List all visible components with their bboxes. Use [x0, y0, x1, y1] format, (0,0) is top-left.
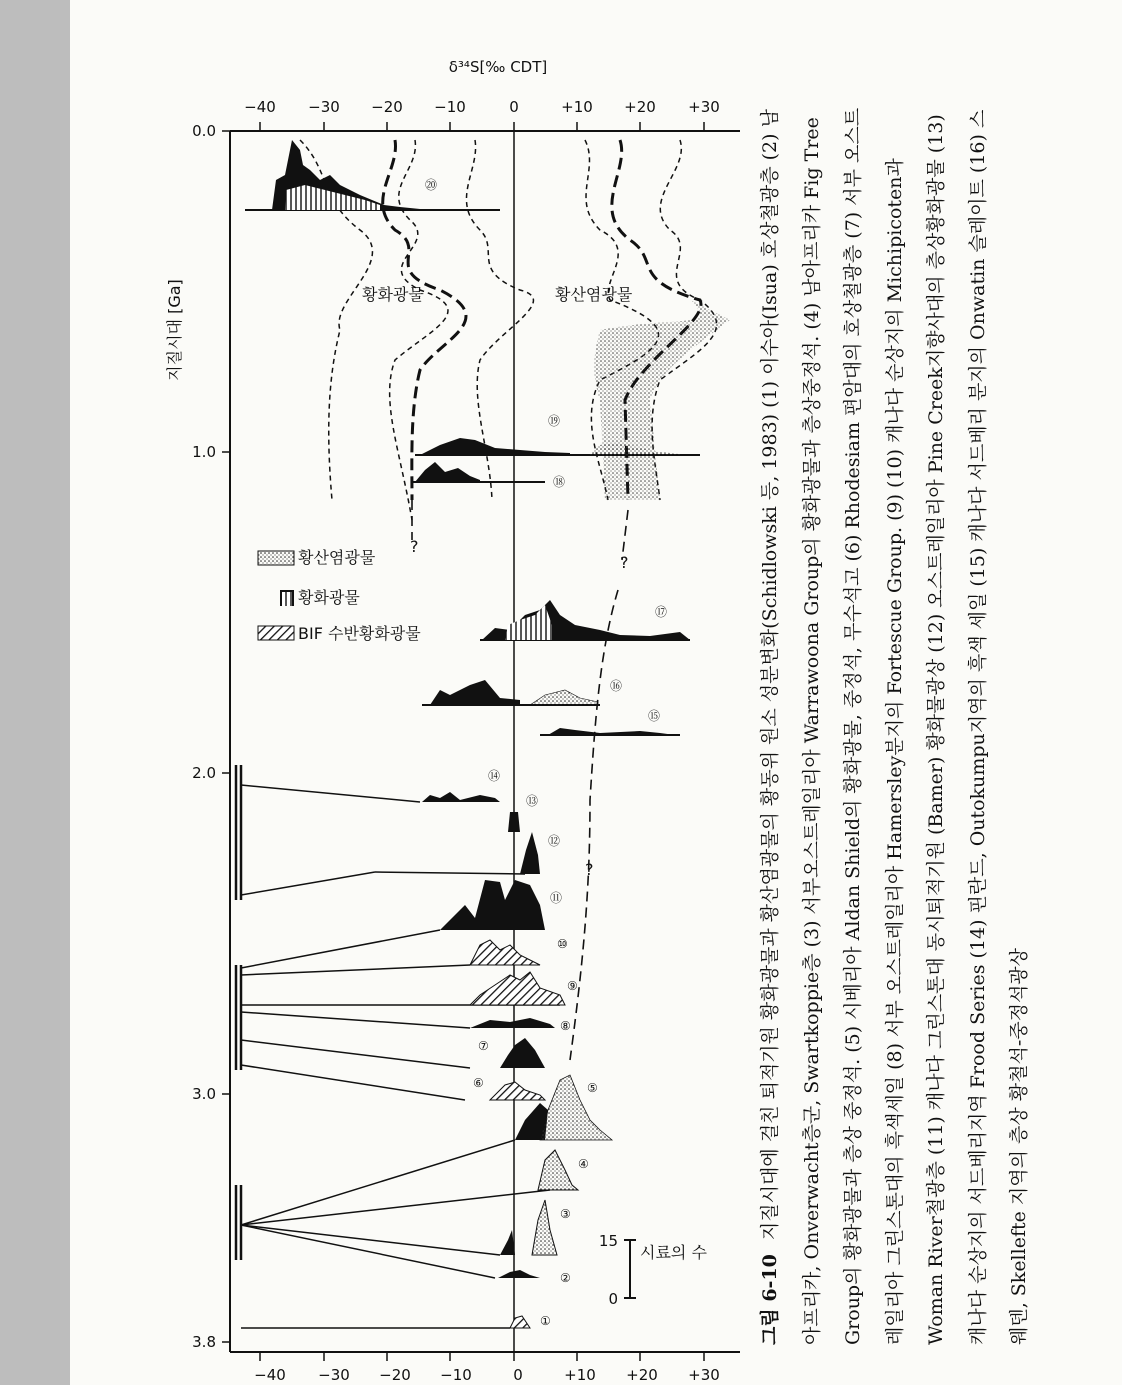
y-tick-label: 0.0 [192, 122, 216, 140]
marker-20: ⑳ [425, 178, 438, 192]
histogram-17-vlines [505, 605, 552, 640]
top-tick-label: 0 [509, 98, 519, 116]
top-tick-label: +30 [688, 98, 720, 116]
legend-bif: BIF 수반황화광물 [298, 624, 421, 643]
top-axis-title: δ³⁴S[‰ CDT] [448, 58, 548, 76]
top-tick-label: −10 [434, 98, 466, 116]
y-axis-title: 지질시대 [Ga] [165, 279, 184, 381]
sample-count-scale [599, 1232, 708, 1308]
bottom-tick-label: +20 [626, 1366, 658, 1384]
marker-10: ⑩ [557, 937, 568, 951]
histogram-6-bif [490, 1082, 545, 1100]
marker-11: ⑪ [550, 891, 563, 905]
scale-bottom: 0 [608, 1290, 618, 1308]
y-tick-label: 1.0 [192, 443, 216, 461]
histogram-1-bif [510, 1316, 530, 1328]
axis-frame [230, 131, 740, 1352]
histogram-16-sulfate [530, 690, 598, 705]
legend [258, 548, 421, 643]
histogram-15-sulfide [548, 728, 675, 735]
marker-8: ⑧ [560, 1019, 571, 1033]
histogram-18-sulfide [415, 462, 480, 482]
histogram-14-sulfide [422, 792, 500, 802]
question-mark: ? [585, 860, 594, 879]
histogram-13-sulfide [508, 812, 520, 832]
histogram-12-sulfide [520, 832, 540, 874]
marker-12: ⑫ [548, 834, 561, 848]
y-tick-label: 2.0 [192, 764, 216, 782]
marker-3: ③ [560, 1207, 571, 1221]
histogram-3-sulfate [532, 1200, 557, 1255]
question-mark: ? [620, 553, 629, 572]
top-tick-label: +10 [561, 98, 593, 116]
scale-label: 시료의 수 [640, 1243, 707, 1262]
histogram-3-sulfide [500, 1230, 515, 1255]
caption-text: 지질시대에 걸친 퇴적기원 황화광물과 황산염광물의 황동위 원소 성분변화(Schidlowski 등, 1983) (1) 이수아(Isua) 호상철광층 (2) 남아프리카, Onverwacht층군, Swartkoppie층 (3) 서부오스트레일리아 Warrawoona Group의 황화광물과 층상중정석. (4) 남아프리카 Fig Tree Group의 황화광물과 층상 중정석. (5) 시베리아 Aldan Shield의 황화광물, 중정석, 무수석고 (6) Rhodesiam 편암대의 호상철광층 (7) 서부 오스트레일리아 그린스톤대의 흑색세일 (8) 서부 오스트레일리아 Hamersley분지의 Fortescue Group. (9) (10) 캐나다 순상지의 Michipicoten과 Woman River철광층 (11) 캐나다 그린스톤대 동시퇴적기원 (Bamer) 황화물광상 (12) 오스트레일리아 Pine Creek지향사대의 층상황화광물 (13) 캐나다 순상지의 서드베리지역 Frood Series (14) 핀란드, Outokumpu지역의 흑색 세일 (15) 캐나다 서드베리 분지의 Onwatin 슬레이트 (16) 스웨덴, Skellefte 지역의 층상 황철석-중정석광상 [759, 107, 1030, 1345]
age-range-bars [236, 765, 241, 1260]
bottom-tick-label: +30 [688, 1366, 720, 1384]
band-label-sulfide: 황화광물 [362, 285, 424, 304]
histogram-4-sulfate [538, 1150, 578, 1190]
histogram-8-sulfide [470, 1018, 555, 1028]
top-tick-label: −30 [308, 98, 340, 116]
marker-16: ⑯ [610, 679, 623, 693]
top-tick-label: +20 [624, 98, 656, 116]
marker-15: ⑮ [648, 709, 661, 723]
marker-14: ⑭ [488, 769, 501, 783]
histogram-19-sulfide [420, 438, 570, 455]
caption-title: 그림 6-10 [759, 1254, 781, 1345]
histogram-10-bif [470, 940, 540, 965]
bottom-tick-label: 0 [513, 1366, 523, 1384]
trend-lines [412, 500, 628, 1060]
marker-18: ⑱ [553, 475, 566, 489]
y-tick-label: 3.0 [192, 1085, 216, 1103]
y-tick-label: 3.8 [192, 1333, 216, 1351]
marker-17: ⑰ [655, 605, 668, 619]
histogram-11-sulfide [440, 880, 545, 930]
bottom-tick-label: −20 [379, 1366, 411, 1384]
marker-19: ⑲ [548, 414, 561, 428]
sulfate-band [594, 300, 730, 500]
top-axis-ticks [260, 122, 704, 131]
legend-sulfate: 황산염광물 [298, 548, 376, 567]
bottom-tick-label: +10 [564, 1366, 596, 1384]
histogram-16-sulfide [430, 680, 520, 705]
marker-5: ⑤ [587, 1081, 598, 1095]
bottom-tick-label: −10 [440, 1366, 472, 1384]
marker-4: ④ [578, 1157, 589, 1171]
marker-6: ⑥ [473, 1076, 484, 1090]
histogram-9-bif [470, 972, 565, 1005]
top-tick-label: −20 [371, 98, 403, 116]
y-axis-ticks [222, 131, 230, 1342]
question-mark: ? [410, 537, 419, 556]
figure-caption [750, 105, 1122, 1345]
bottom-axis-ticks [260, 1352, 704, 1361]
marker-2: ② [560, 1271, 571, 1285]
bottom-tick-label: −30 [318, 1366, 350, 1384]
marker-13: ⑬ [526, 794, 539, 808]
histogram-2-sulfide [498, 1270, 540, 1278]
histogram-7-sulfide [500, 1038, 545, 1068]
legend-sulfide: 황화광물 [298, 588, 360, 607]
marker-7: ⑦ [478, 1039, 489, 1053]
marker-9: ⑨ [567, 979, 578, 993]
histogram-5-sulfate [540, 1075, 612, 1140]
top-tick-label: −40 [244, 98, 276, 116]
scale-top: 15 [598, 1232, 618, 1250]
bottom-tick-label: −40 [254, 1366, 286, 1384]
marker-1: ① [540, 1314, 551, 1328]
band-label-sulfate: 황산염광물 [555, 285, 633, 304]
